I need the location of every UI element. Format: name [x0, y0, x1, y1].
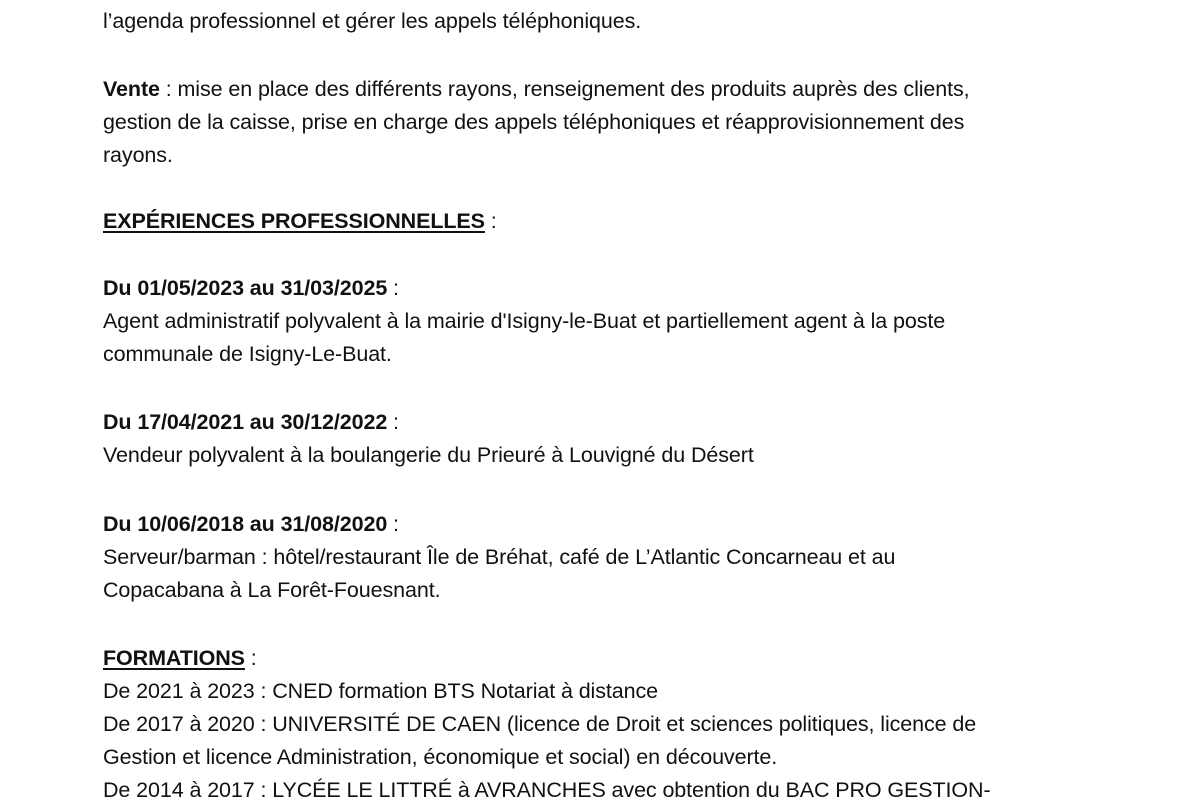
vente-line-2: gestion de la caisse, prise en charge des appels téléphoniques et réapprovisionnement des	[103, 110, 965, 134]
formations-heading-text: FORMATIONS	[103, 646, 245, 670]
experience-period-suffix: :	[387, 512, 399, 536]
experience-period	[103, 407, 399, 437]
experience-description-line: Serveur/barman : hôtel/restaurant Île de Bréhat, café de L’Atlantic Concarneau et au	[103, 545, 896, 569]
vente-line-3: rayons.	[103, 143, 173, 167]
vente-label: Vente	[103, 77, 160, 101]
experience-description-line: Copacabana à La Forêt-Fouesnant.	[103, 578, 441, 602]
experience-period-text: Du 17/04/2021 au 30/12/2022	[103, 410, 388, 434]
experiences-heading-text: EXPÉRIENCES PROFESSIONNELLES	[103, 209, 485, 233]
experience-period-text: Du 10/06/2018 au 31/08/2020	[103, 512, 388, 536]
experience-period	[103, 273, 399, 303]
formation-line: Gestion et licence Administration, économique et social) en découverte.	[103, 745, 778, 769]
experience-period-text: Du 01/05/2023 au 31/03/2025	[103, 276, 388, 300]
experience-description-line: Agent administratif polyvalent à la mairie d'Isigny-le-Buat et partiellement agent à la poste	[103, 309, 946, 333]
formations-heading-suffix: :	[244, 646, 257, 670]
experience-period-suffix: :	[387, 410, 399, 434]
experiences-heading	[103, 206, 497, 236]
intro-partial-line: l’agenda professionnel et gérer les appels téléphoniques.	[103, 9, 642, 33]
experiences-heading-suffix: :	[484, 209, 497, 233]
experience-period-suffix: :	[387, 276, 399, 300]
vente-separator: :	[159, 77, 178, 101]
experience-period	[103, 509, 399, 539]
formation-line: De 2017 à 2020 : UNIVERSITÉ DE CAEN (licence de Droit et sciences politiques, licence de	[103, 712, 977, 736]
formation-line: De 2014 à 2017 : LYCÉE LE LITTRÉ à AVRANCHES avec obtention du BAC PRO GESTION-	[103, 778, 991, 802]
formation-line: De 2021 à 2023 : CNED formation BTS Notariat à distance	[103, 679, 658, 703]
vente-line-1	[103, 74, 970, 104]
experience-description-line: communale de Isigny-Le-Buat.	[103, 342, 392, 366]
formations-heading	[103, 643, 257, 673]
experience-description-line: Vendeur polyvalent à la boulangerie du Prieuré à Louvigné du Désert	[103, 443, 754, 467]
vente-text: mise en place des différents rayons, renseignement des produits auprès des clients,	[177, 77, 970, 101]
